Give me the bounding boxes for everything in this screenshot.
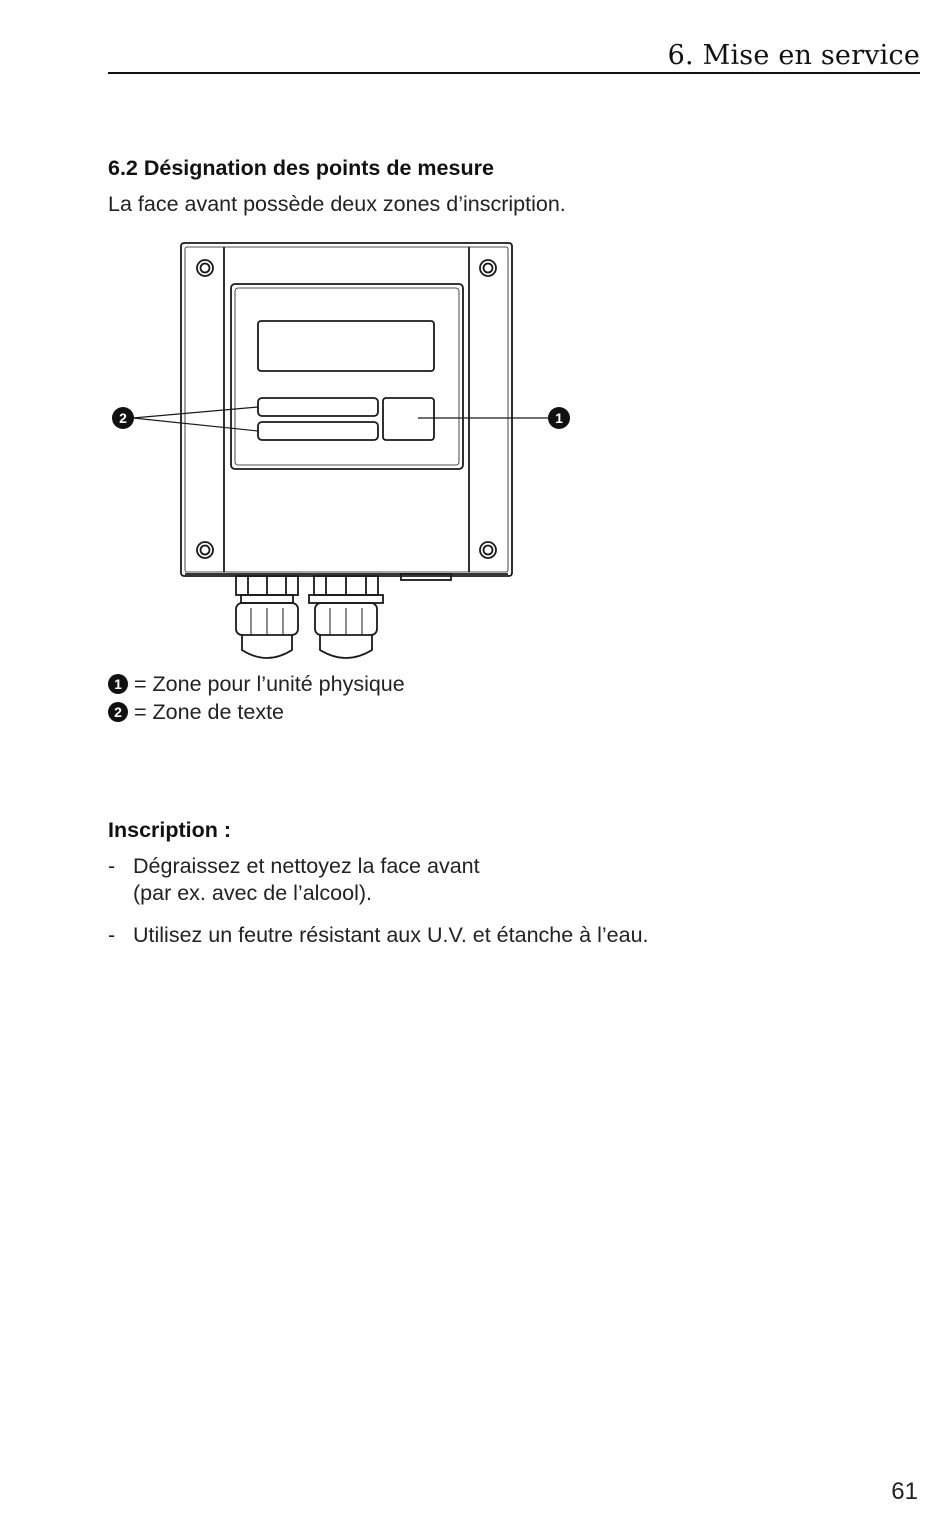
screw-top-right bbox=[480, 260, 496, 276]
legend-text: = Zone de texte bbox=[134, 700, 285, 724]
cable-gland-left bbox=[236, 576, 298, 658]
callout-2 bbox=[112, 407, 134, 429]
bullet-dash: - bbox=[108, 923, 116, 947]
inscription-list bbox=[108, 853, 649, 964]
display-window bbox=[258, 321, 434, 371]
cable-gland-right bbox=[309, 576, 383, 658]
screw-bottom-right bbox=[480, 542, 496, 558]
svg-text:1: 1 bbox=[555, 410, 563, 426]
front-panel bbox=[231, 284, 463, 469]
running-header: 6. Mise en service bbox=[667, 40, 920, 71]
text-zone-2 bbox=[258, 422, 378, 440]
legend-item bbox=[108, 670, 405, 698]
section-title: 6.2 Désignation des points de mesure bbox=[108, 156, 494, 180]
legend-text: = Zone pour l’unité physique bbox=[134, 672, 405, 696]
text-zone-1 bbox=[258, 398, 378, 416]
screw-bottom-left bbox=[197, 542, 213, 558]
figure-legend bbox=[108, 670, 405, 726]
list-item-text: Utilisez un feutre résistant aux U.V. et étanche à l’eau. bbox=[133, 923, 649, 947]
callout-1 bbox=[548, 407, 570, 429]
inscription-title: Inscription : bbox=[108, 818, 232, 842]
intro-text: La face avant possède deux zones d’inscription. bbox=[108, 192, 566, 216]
list-item-text: (par ex. avec de l’alcool). bbox=[133, 881, 372, 905]
list-item-text: Dégraissez et nettoyez la face avant bbox=[133, 854, 480, 878]
leader-line-2b bbox=[133, 418, 258, 431]
legend-item bbox=[108, 698, 405, 726]
device-figure bbox=[100, 238, 600, 673]
bullet-dash: - bbox=[108, 854, 116, 878]
screw-top-left bbox=[197, 260, 213, 276]
page-number: 61 bbox=[891, 1478, 918, 1505]
header-rule bbox=[108, 72, 920, 74]
unit-zone bbox=[383, 398, 434, 440]
leader-line-2a bbox=[133, 407, 258, 418]
svg-text:2: 2 bbox=[119, 410, 127, 426]
list-item bbox=[108, 853, 649, 907]
list-item bbox=[108, 922, 649, 949]
number-badge: 2 bbox=[108, 702, 128, 722]
number-badge: 1 bbox=[108, 674, 128, 694]
